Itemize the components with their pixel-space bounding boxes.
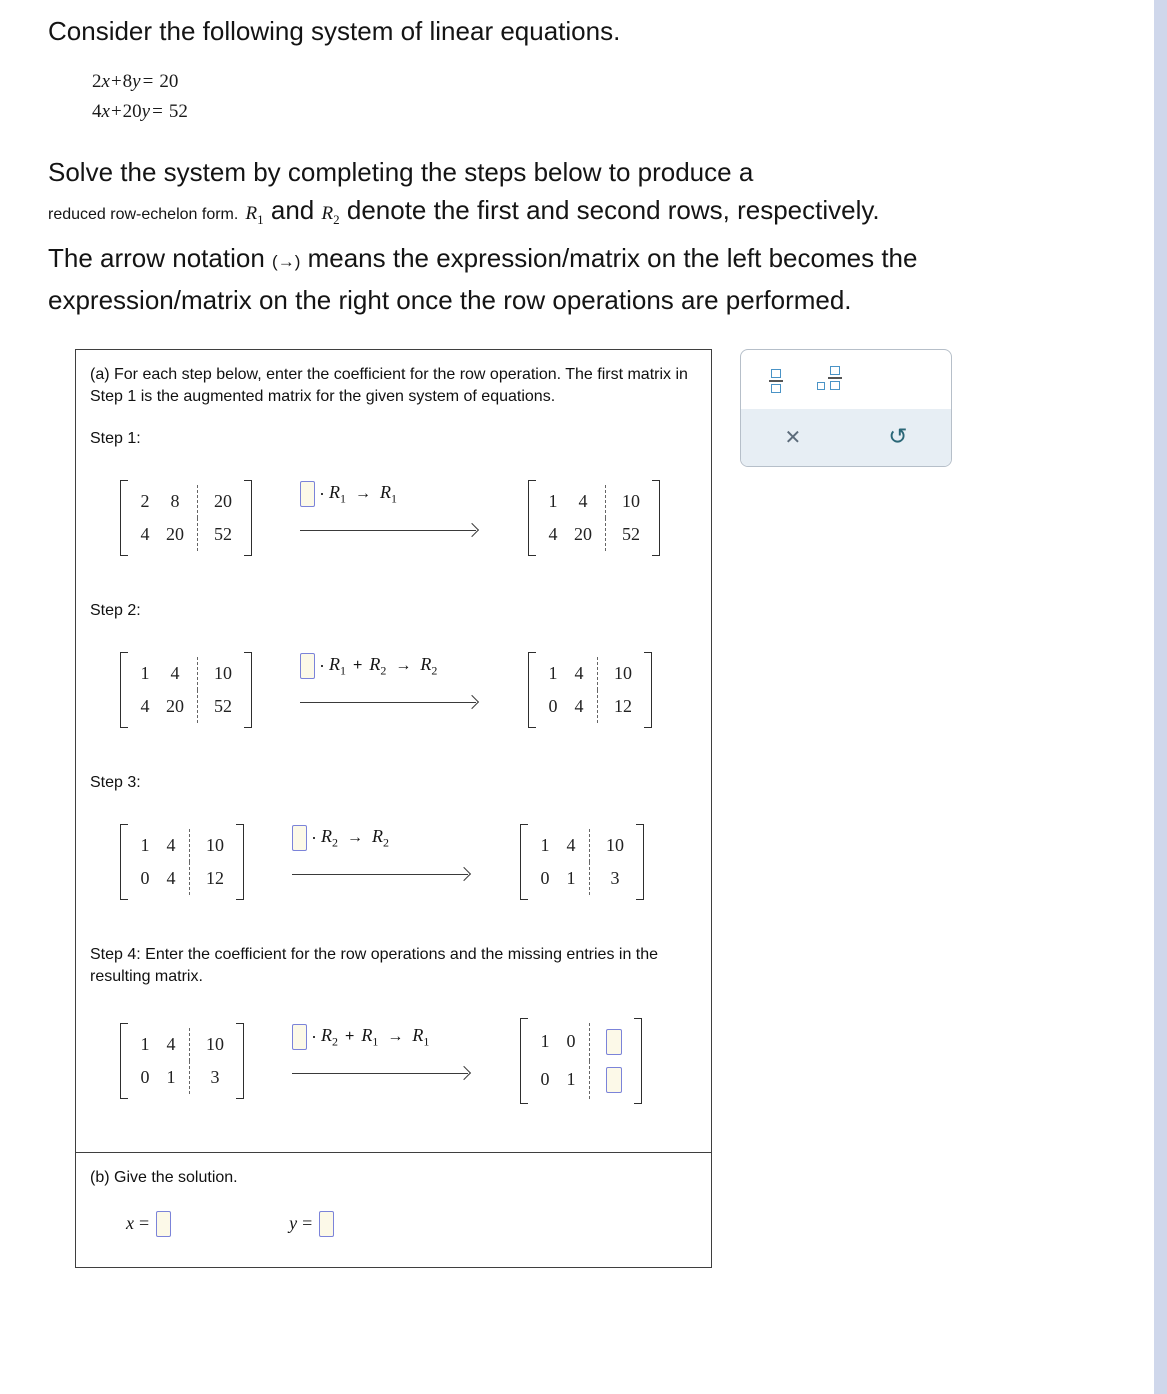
matrix-entry: 10 xyxy=(197,657,240,690)
y-solution-input[interactable] xyxy=(319,1211,334,1237)
palette-toolbar xyxy=(741,350,951,409)
x-solution-input[interactable] xyxy=(156,1211,171,1237)
becomes-arrow-icon xyxy=(300,523,478,539)
left-matrix xyxy=(120,480,252,556)
matrix-entry: 10 xyxy=(189,1028,232,1061)
part-a-instructions: (a) For each step below, enter the coefficient for the row operation. The first matrix in Step 1 is the augmented matrix for the given system of equations. xyxy=(90,365,688,405)
step-4-section xyxy=(90,944,697,1104)
matrix-entry: 10 xyxy=(589,829,632,862)
row-subscript: 1 xyxy=(340,663,346,678)
answer-panel xyxy=(75,349,712,1268)
matrix-entry: 1 xyxy=(566,1069,576,1090)
matrix-entry: 0 xyxy=(140,867,150,888)
row-operation xyxy=(300,653,437,679)
matrix-grid xyxy=(528,1018,634,1104)
matrix-entry: 4 xyxy=(170,662,180,683)
matrix-entry: 12 xyxy=(597,690,640,723)
matrix-entry: 52 xyxy=(605,518,648,551)
part-b-section xyxy=(76,1152,711,1267)
matrix-entry: 52 xyxy=(197,518,240,551)
right-matrix xyxy=(520,824,644,900)
step-label: Step 3: xyxy=(90,773,141,791)
plus-sign: + xyxy=(110,71,122,92)
intro-line-1: Solve the system by completing the steps below to produce a xyxy=(48,157,754,187)
matrix-entry: 1 xyxy=(548,490,558,511)
matrix-entry: 3 xyxy=(189,1061,232,1094)
matrix-bracket xyxy=(520,824,528,900)
variable-x: x xyxy=(101,101,110,122)
step-label: Step 4: Enter the coefficient for the row operations and the missing entries in the resulting matrix. xyxy=(90,945,659,985)
matrix-entry: 0 xyxy=(540,1069,550,1090)
step-row xyxy=(120,824,697,900)
row-symbol xyxy=(321,1025,338,1050)
matrix-entry: 20 xyxy=(574,523,592,544)
row-symbol xyxy=(372,826,389,851)
matrix-entry-input-cell xyxy=(589,1023,630,1061)
row-letter: R xyxy=(245,203,258,224)
row-letter: R xyxy=(321,203,334,224)
arrow-icon: → xyxy=(355,484,371,502)
matrix-bracket xyxy=(634,1018,642,1104)
matrix-grid xyxy=(128,824,236,900)
row1-symbol xyxy=(245,203,264,227)
matrix-entry: 4 xyxy=(166,1033,176,1054)
part-a-section xyxy=(76,350,711,1152)
row-letter: R xyxy=(329,653,340,674)
step-3-section xyxy=(90,772,697,900)
row-symbol xyxy=(329,482,346,507)
plus-sign: + xyxy=(353,656,363,674)
row-operation xyxy=(292,825,389,851)
equals-sign: = xyxy=(152,101,163,122)
matrix-entry: 4 xyxy=(548,523,558,544)
x-solution xyxy=(126,1211,171,1237)
matrix-entry: 4 xyxy=(574,662,584,683)
matrix-grid xyxy=(128,652,244,728)
row-symbol xyxy=(361,1025,378,1050)
matrix-entry-input[interactable] xyxy=(606,1029,622,1055)
coefficient-input[interactable] xyxy=(292,825,307,851)
arrow-icon: → xyxy=(395,656,412,674)
step-label: Step 1: xyxy=(90,429,141,447)
coefficient: 20 xyxy=(122,101,142,122)
plus-sign: + xyxy=(345,1027,355,1045)
row-letter: R xyxy=(321,825,332,846)
step-row xyxy=(120,480,697,556)
matrix-entry: 20 xyxy=(166,523,184,544)
left-matrix xyxy=(120,1023,244,1099)
matrix-entry: 4 xyxy=(578,490,588,511)
part-b-instructions: (b) Give the solution. xyxy=(90,1168,238,1186)
intro-line-2: denote the first and second rows, respectively. xyxy=(346,195,880,225)
step-row xyxy=(120,652,697,728)
matrix-bracket xyxy=(636,824,644,900)
constant: 20 xyxy=(159,71,179,92)
step-2-section xyxy=(90,600,697,728)
matrix-entry: 4 xyxy=(166,867,176,888)
coefficient: 2 xyxy=(92,71,102,92)
matrix-grid xyxy=(528,824,636,900)
matrix-grid xyxy=(536,652,644,728)
matrix-grid xyxy=(128,1023,236,1099)
matrix-entry: 0 xyxy=(548,695,558,716)
equation-1 xyxy=(92,67,1167,97)
matrix-bracket xyxy=(528,652,536,728)
matrix-entry: 1 xyxy=(540,834,550,855)
operation-column xyxy=(300,653,478,711)
step-label: Step 2: xyxy=(90,601,141,619)
intro-line-3-rest: means the expression/matrix on the left becomes the expression/matrix on the right once the row operations are performed. xyxy=(48,242,918,315)
matrix-entry: 0 xyxy=(140,1066,150,1087)
arrow-notation-icon: (→) xyxy=(272,251,301,271)
matrix-bracket xyxy=(244,480,252,556)
matrix-bracket xyxy=(644,652,652,728)
matrix-entry: 1 xyxy=(566,867,576,888)
row-symbol xyxy=(321,826,338,851)
row-symbol xyxy=(412,1025,429,1050)
variable-y: y xyxy=(132,71,141,92)
row-letter: R xyxy=(380,481,391,502)
row-letter: R xyxy=(369,653,381,674)
row-subscript: 2 xyxy=(383,835,389,850)
solution-row xyxy=(126,1211,697,1237)
x-label: x xyxy=(126,1213,134,1234)
step-row xyxy=(120,1018,697,1104)
matrix-bracket xyxy=(520,1018,528,1104)
right-matrix xyxy=(520,1018,642,1104)
row-letter: R xyxy=(372,825,383,846)
matrix-entry: 10 xyxy=(605,485,648,518)
constant: 52 xyxy=(168,101,188,122)
matrix-bracket xyxy=(120,480,128,556)
rre-form-text: reduced row-echelon form. xyxy=(48,206,239,223)
row-subscript: 1 xyxy=(257,211,264,227)
and-word: and xyxy=(270,195,315,225)
row-operation xyxy=(292,1024,429,1050)
matrix-entry: 2 xyxy=(140,490,150,511)
mixed-number-icon xyxy=(817,366,842,390)
matrix-bracket xyxy=(120,652,128,728)
row-letter: R xyxy=(361,1024,373,1045)
intro-line-3: The arrow notation xyxy=(48,242,265,273)
y-solution xyxy=(289,1211,334,1237)
matrix-bracket xyxy=(120,824,128,900)
arrow-icon: → xyxy=(347,828,363,846)
clear-button[interactable]: ✕ xyxy=(784,425,802,450)
matrix-entry-input[interactable] xyxy=(606,1067,622,1093)
variable-y: y xyxy=(141,101,151,122)
equation-2 xyxy=(92,97,1167,127)
matrix-entry: 4 xyxy=(140,523,150,544)
plus-sign: + xyxy=(110,101,122,122)
operation-column xyxy=(300,481,478,539)
multiplication-dot: · xyxy=(319,483,325,504)
matrix-entry: 12 xyxy=(189,862,232,895)
becomes-arrow-icon xyxy=(292,1066,470,1082)
row-symbol xyxy=(329,654,346,679)
row-operation xyxy=(300,481,397,507)
row-subscript: 2 xyxy=(332,1034,338,1049)
right-matrix xyxy=(528,652,652,728)
content-row xyxy=(48,349,1167,1268)
row2-symbol xyxy=(321,203,340,227)
operation-column xyxy=(292,825,470,883)
matrix-entry: 1 xyxy=(140,662,150,683)
matrix-entry: 4 xyxy=(166,834,176,855)
matrix-grid xyxy=(128,480,244,556)
row-subscript: 1 xyxy=(391,491,397,506)
matrix-entry: 52 xyxy=(197,690,240,723)
operation-column xyxy=(292,1024,470,1082)
matrix-entry: 4 xyxy=(574,695,584,716)
row-letter: R xyxy=(329,481,340,502)
row-subscript: 2 xyxy=(380,663,387,678)
matrix-entry-input-cell xyxy=(589,1061,630,1099)
matrix-entry: 4 xyxy=(140,695,150,716)
equation-system xyxy=(92,67,1167,127)
matrix-entry: 20 xyxy=(197,485,240,518)
coefficient-input[interactable] xyxy=(300,481,315,507)
row-symbol xyxy=(420,654,437,679)
matrix-entry: 1 xyxy=(140,1033,150,1054)
equals-sign: = xyxy=(139,1213,150,1234)
matrix-entry: 3 xyxy=(589,862,632,895)
fraction-icon xyxy=(769,369,783,393)
undo-button[interactable]: ↺ xyxy=(888,424,908,451)
row-letter: R xyxy=(420,653,432,674)
mixed-number-template-button[interactable] xyxy=(815,364,844,395)
matrix-entry: 8 xyxy=(170,490,180,511)
left-matrix xyxy=(120,824,244,900)
left-matrix xyxy=(120,652,252,728)
right-matrix xyxy=(528,480,660,556)
matrix-entry: 10 xyxy=(597,657,640,690)
row-subscript: 2 xyxy=(333,211,340,227)
y-label: y xyxy=(289,1213,298,1234)
becomes-arrow-icon xyxy=(292,867,470,883)
matrix-bracket xyxy=(236,824,244,900)
equals-sign: = xyxy=(302,1213,313,1234)
row-letter: R xyxy=(412,1024,424,1045)
row-symbol xyxy=(369,654,386,679)
coefficient-input[interactable] xyxy=(292,1024,307,1050)
multiplication-dot: · xyxy=(311,1026,317,1047)
matrix-entry: 20 xyxy=(166,695,184,716)
matrix-entry: 1 xyxy=(548,662,558,683)
matrix-grid xyxy=(536,480,652,556)
arrow-icon: → xyxy=(387,1027,404,1045)
coefficient: 4 xyxy=(92,101,102,122)
row-subscript: 1 xyxy=(340,491,346,506)
matrix-entry: 1 xyxy=(540,1031,550,1052)
equals-sign: = xyxy=(142,71,154,92)
multiplication-dot: · xyxy=(319,655,325,676)
palette-action-bar xyxy=(741,409,951,466)
row-subscript: 2 xyxy=(332,835,338,850)
step-1-section xyxy=(90,428,697,556)
matrix-entry: 10 xyxy=(189,829,232,862)
intro-paragraph xyxy=(48,153,1098,319)
answer-palette xyxy=(740,349,952,467)
matrix-bracket xyxy=(244,652,252,728)
matrix-entry: 0 xyxy=(540,867,550,888)
matrix-bracket xyxy=(120,1023,128,1099)
problem-title: Consider the following system of linear equations. xyxy=(48,16,621,46)
matrix-entry: 0 xyxy=(566,1031,576,1052)
becomes-arrow-icon xyxy=(300,695,478,711)
matrix-entry: 1 xyxy=(140,834,150,855)
matrix-entry: 4 xyxy=(566,834,576,855)
matrix-bracket xyxy=(652,480,660,556)
matrix-bracket xyxy=(528,480,536,556)
row-symbol xyxy=(380,482,397,507)
fraction-template-button[interactable] xyxy=(767,364,785,395)
scrollbar-track[interactable] xyxy=(1154,0,1167,1394)
matrix-entry: 1 xyxy=(166,1066,176,1087)
variable-x: x xyxy=(101,71,110,92)
coefficient: 8 xyxy=(122,71,133,92)
row-subscript: 2 xyxy=(431,663,438,678)
coefficient-input[interactable] xyxy=(300,653,315,679)
row-letter: R xyxy=(321,1024,332,1045)
matrix-bracket xyxy=(236,1023,244,1099)
row-subscript: 1 xyxy=(423,1034,430,1049)
row-subscript: 1 xyxy=(372,1034,379,1049)
multiplication-dot: · xyxy=(311,827,317,848)
